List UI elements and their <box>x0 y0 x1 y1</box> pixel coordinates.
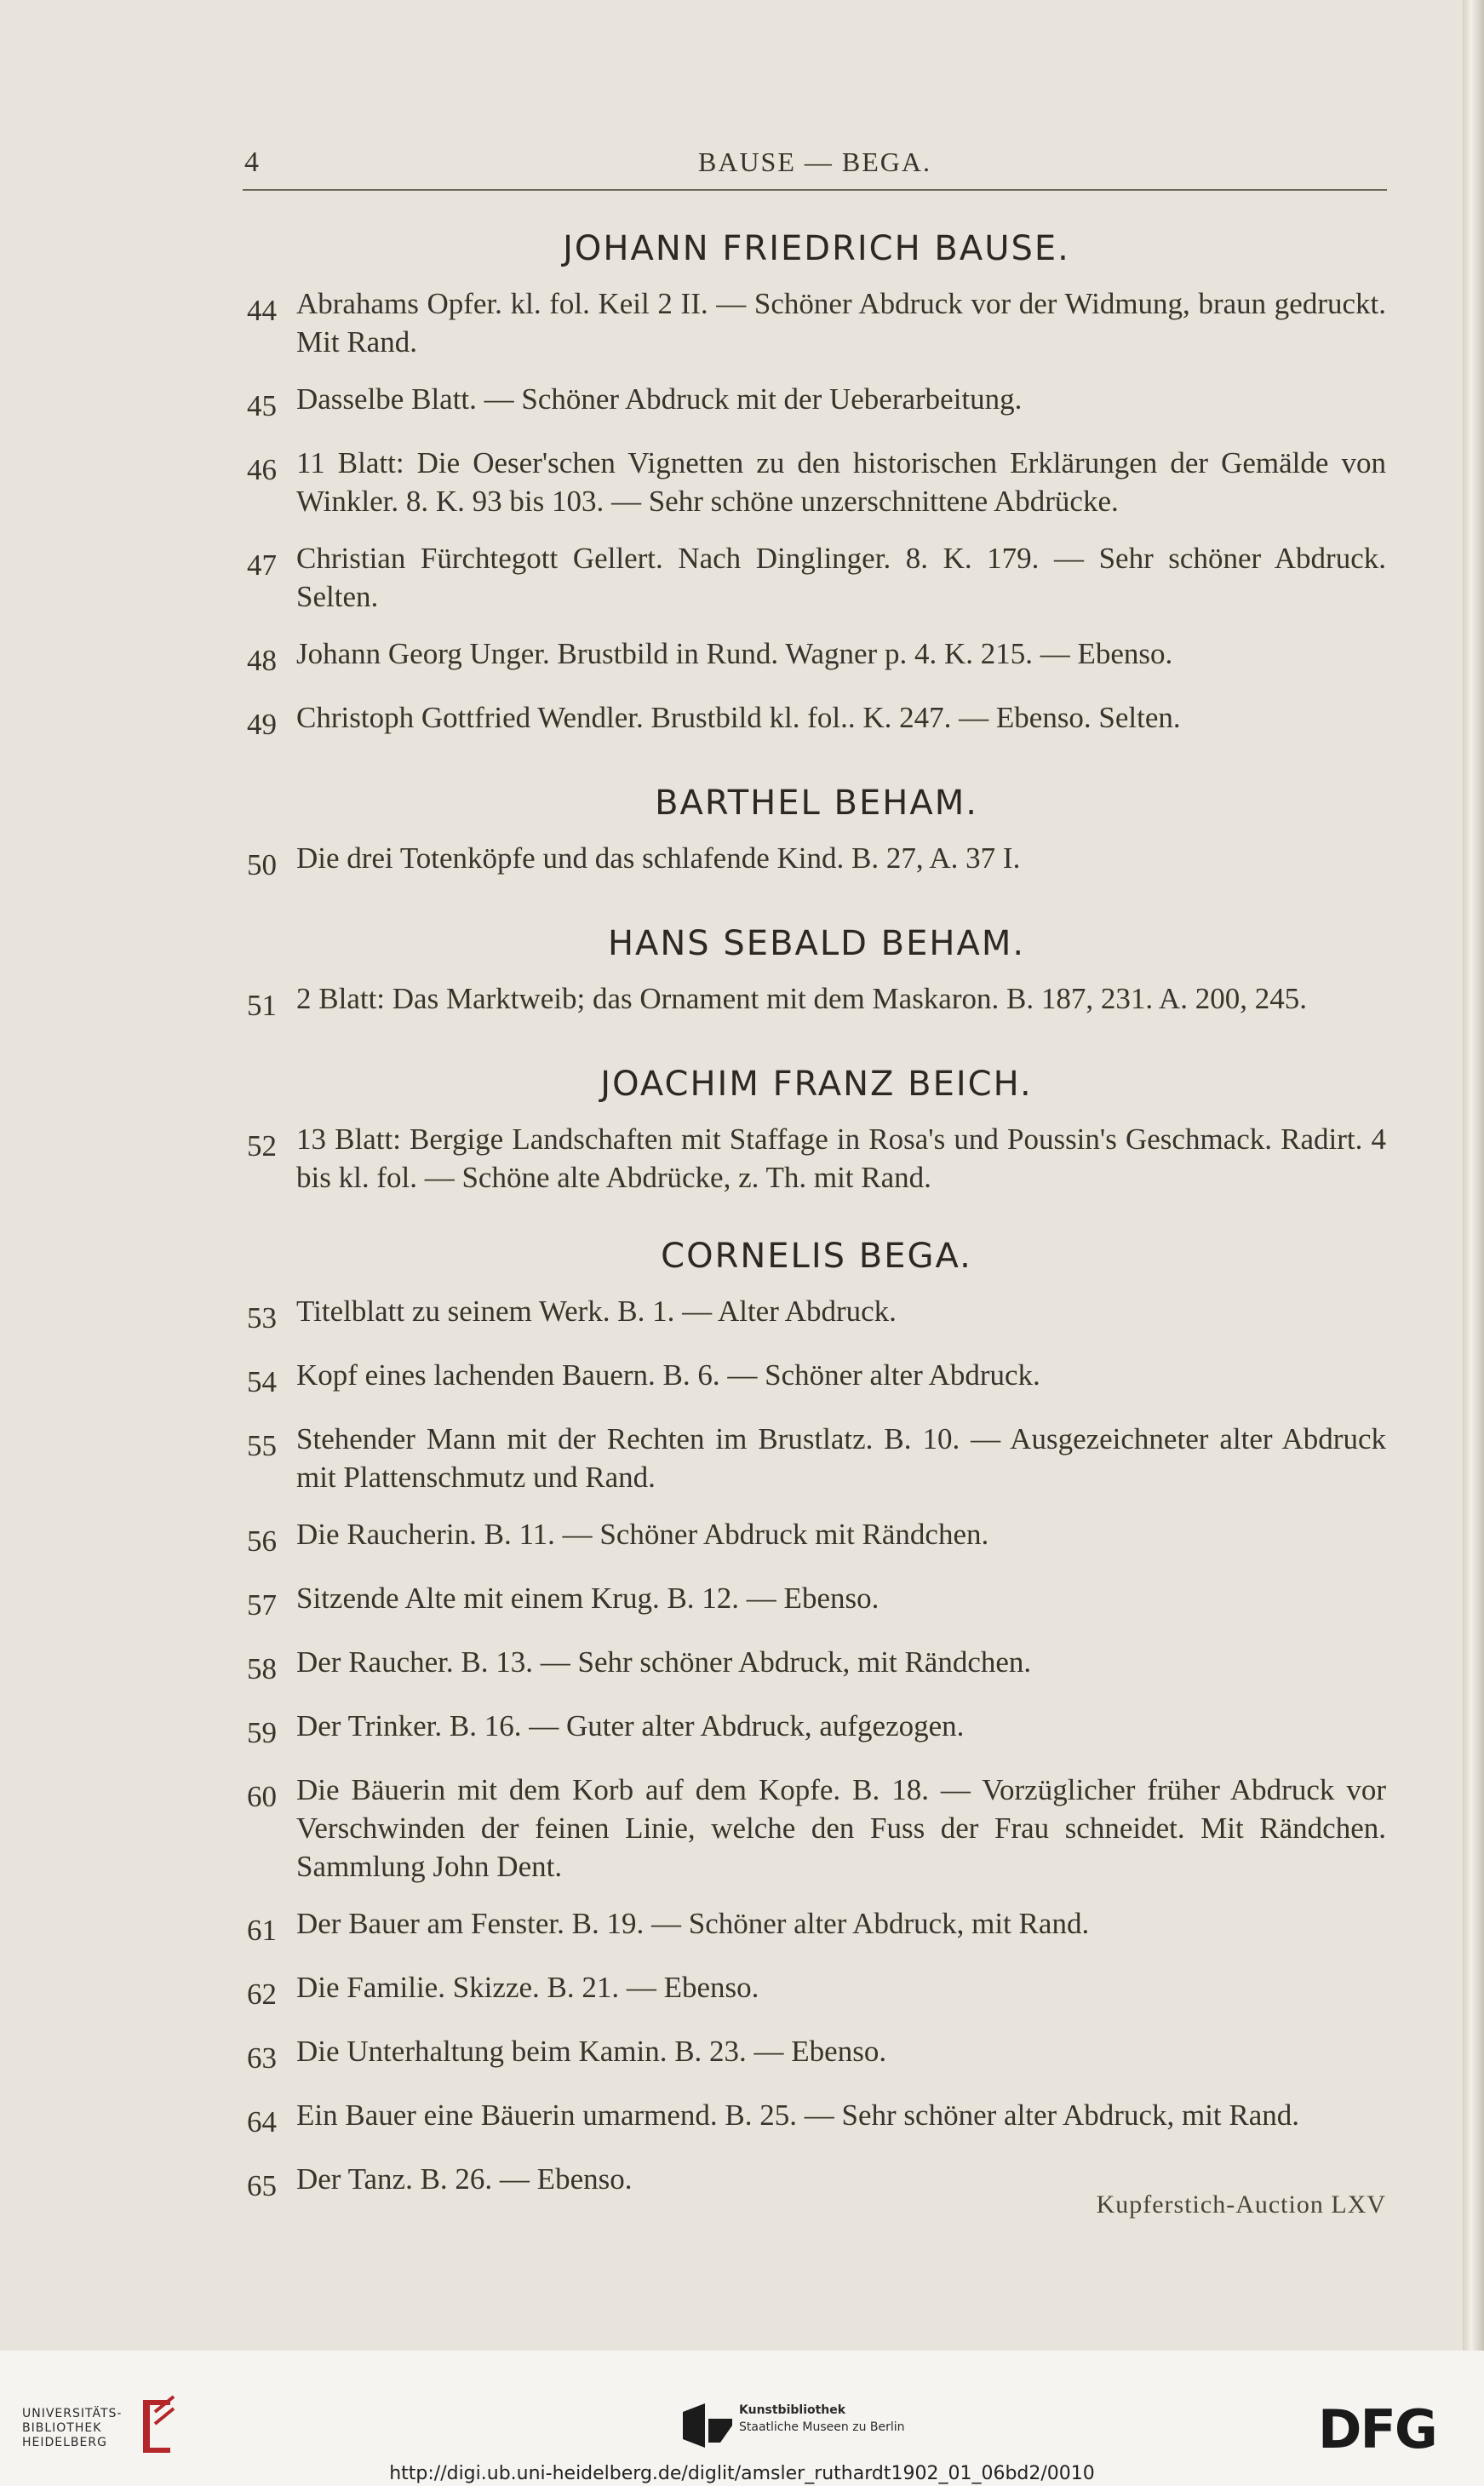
entry-text: Die Bäuerin mit dem Korb auf dem Kopfe. B. 18. — Vorzüglicher früher Abdruck vor Verschwinden der feinen Linie, welche den Fuss der Frau schneidet. Mit Rändchen. Sammlung John Dent. <box>296 1773 1386 1883</box>
entry-number: 49 <box>247 708 277 741</box>
university-line: HEIDELBERG <box>22 2436 107 2449</box>
catalogue-entry <box>247 444 1386 520</box>
entry-number: 48 <box>247 644 277 677</box>
entry-text: Die Raucherin. B. 11. — Schöner Abdruck mit Rändchen. <box>296 1518 989 1551</box>
entry-number: 56 <box>247 1524 277 1558</box>
entry-number: 57 <box>247 1588 277 1622</box>
entry-number: 45 <box>247 389 277 422</box>
entry-number: 52 <box>247 1129 277 1163</box>
catalogue-entry <box>247 698 1386 744</box>
catalogue-entry <box>247 1771 1386 1886</box>
kunstbibliothek-subtitle: Staatliche Museen zu Berlin <box>739 2420 905 2434</box>
catalogue-entry <box>247 634 1386 680</box>
university-logo-icon <box>136 2393 177 2454</box>
entry-text: Der Bauer am Fenster. B. 19. — Schöner alter Abdruck, mit Rand. <box>296 1907 1090 1940</box>
entry-number: 44 <box>247 294 277 327</box>
entry-text: Abrahams Opfer. kl. fol. Keil 2 II. — Schöner Abdruck vor der Widmung, braun gedruckt. Mit Rand. <box>296 287 1386 359</box>
section-heading: CORNELIS BEGA. <box>661 1237 972 1276</box>
university-library-name <box>22 2407 122 2450</box>
catalogue-entry <box>247 979 1386 1025</box>
entry-text: Die Familie. Skizze. B. 21. — Ebenso. <box>296 1971 759 2004</box>
university-line: BIBLIOTHEK <box>22 2421 102 2435</box>
catalogue-mark: Kupferstich-Auction LXV <box>1096 2190 1386 2219</box>
catalogue-entry <box>247 1643 1386 1688</box>
entry-number: 58 <box>247 1652 277 1685</box>
entry-number: 64 <box>247 2105 277 2139</box>
entry-number: 53 <box>247 1301 277 1335</box>
entry-text: Johann Georg Unger. Brustbild in Rund. Wagner p. 4. K. 215. — Ebenso. <box>296 637 1173 670</box>
kunstbibliothek-text <box>739 2402 905 2436</box>
university-line: UNIVERSITÄTS- <box>22 2407 123 2420</box>
catalogue-listing <box>247 230 1386 2224</box>
section-heading: JOACHIM FRANZ BEICH. <box>600 1065 1033 1104</box>
entry-number: 61 <box>247 1914 277 1947</box>
entry-number: 51 <box>247 989 277 1022</box>
section-heading: BARTHEL BEHAM. <box>655 784 978 823</box>
entry-text: Christoph Gottfried Wendler. Brustbild kl. fol.. K. 247. — Ebenso. Selten. <box>296 701 1181 734</box>
dfg-logo <box>1318 2402 1463 2453</box>
entry-text: Sitzende Alte mit einem Krug. B. 12. — Ebenso. <box>296 1582 880 1615</box>
source-url[interactable]: http://digi.ub.uni-heidelberg.de/diglit/amsler_ruthardt1902_01_06bd2/0010 <box>389 2463 1095 2484</box>
entry-number: 50 <box>247 848 277 881</box>
catalogue-entry <box>247 1707 1386 1752</box>
entry-number: 55 <box>247 1429 277 1462</box>
entry-number: 62 <box>247 1978 277 2011</box>
entry-number: 47 <box>247 548 277 582</box>
section-heading: JOHANN FRIEDRICH BAUSE. <box>563 229 1070 268</box>
catalogue-entry <box>247 1579 1386 1624</box>
catalogue-entry <box>247 839 1386 884</box>
entry-text: Der Tanz. B. 26. — Ebenso. <box>296 2162 633 2196</box>
catalogue-entry <box>247 1515 1386 1560</box>
section-heading: HANS SEBALD BEHAM. <box>607 924 1026 963</box>
dfg-text: DFG <box>1318 2402 1436 2453</box>
entry-number: 60 <box>247 1780 277 1813</box>
entry-text: Der Trinker. B. 16. — Guter alter Abdruck, aufgezogen. <box>296 1709 965 1742</box>
entry-text: Die drei Totenköpfe und das schlafende Kind. B. 27, A. 37 I. <box>296 841 1021 875</box>
entry-text: Titelblatt zu seinem Werk. B. 1. — Alter Abdruck. <box>296 1295 897 1328</box>
catalogue-entry <box>247 2032 1386 2077</box>
catalogue-entry <box>247 380 1386 425</box>
entry-text: 2 Blatt: Das Marktweib; das Ornament mit dem Maskaron. B. 187, 231. A. 200, 245. <box>296 982 1307 1015</box>
catalogue-entry <box>247 539 1386 616</box>
running-head: BAUSE — BEGA. <box>697 146 931 177</box>
entry-number: 63 <box>247 2041 277 2075</box>
entry-text: 13 Blatt: Bergige Landschaften mit Staffage in Rosa's und Poussin's Geschmack. Radirt. 4 bis kl. fol. — Schöne alte Abdrücke, z. Th. mit Rand. <box>296 1122 1386 1194</box>
catalogue-entry <box>247 1356 1386 1401</box>
entry-text: Ein Bauer eine Bäuerin umarmend. B. 25. — Sehr schöner alter Abdruck, mit Rand. <box>296 2098 1300 2132</box>
entry-number: 54 <box>247 1365 277 1398</box>
catalogue-entry <box>247 284 1386 361</box>
entry-number: 65 <box>247 2169 277 2202</box>
catalogue-entry <box>247 1968 1386 2013</box>
entry-text: Der Raucher. B. 13. — Sehr schöner Abdruck, mit Rändchen. <box>296 1645 1032 1679</box>
entry-text: Christian Fürchtegott Gellert. Nach Dinglinger. 8. K. 179. — Sehr schöner Abdruck. Selten. <box>296 542 1386 613</box>
catalogue-entry <box>247 2096 1386 2141</box>
kunstbibliothek-logo-icon <box>679 2400 736 2451</box>
entry-text: Die Unterhaltung beim Kamin. B. 23. — Ebenso. <box>296 2035 887 2068</box>
entry-text: Kopf eines lachenden Bauern. B. 6. — Schöner alter Abdruck. <box>296 1358 1040 1392</box>
kunstbibliothek-name: Kunstbibliothek <box>739 2403 846 2417</box>
catalogue-entry <box>247 1904 1386 1949</box>
page-edge <box>1463 0 1484 2351</box>
entry-text: Stehender Mann mit der Rechten im Brustlatz. B. 10. — Ausgezeichneter alter Abdruck mit Plattenschmutz und Rand. <box>296 1422 1386 1494</box>
entry-number: 46 <box>247 453 277 486</box>
page-number: 4 <box>244 146 259 178</box>
page-header <box>243 143 1387 191</box>
footer-band <box>0 2351 1484 2486</box>
catalogue-entry <box>247 1420 1386 1496</box>
entry-text: 11 Blatt: Die Oeser'schen Vignetten zu den historischen Erklärungen der Gemälde von Winkler. 8. K. 93 bis 103. — Sehr schöne unzerschnittene Abdrücke. <box>296 446 1386 518</box>
entry-text: Dasselbe Blatt. — Schöner Abdruck mit der Ueberarbeitung. <box>296 382 1023 416</box>
catalogue-entry <box>247 1120 1386 1197</box>
catalogue-entry <box>247 1292 1386 1337</box>
entry-number: 59 <box>247 1716 277 1749</box>
